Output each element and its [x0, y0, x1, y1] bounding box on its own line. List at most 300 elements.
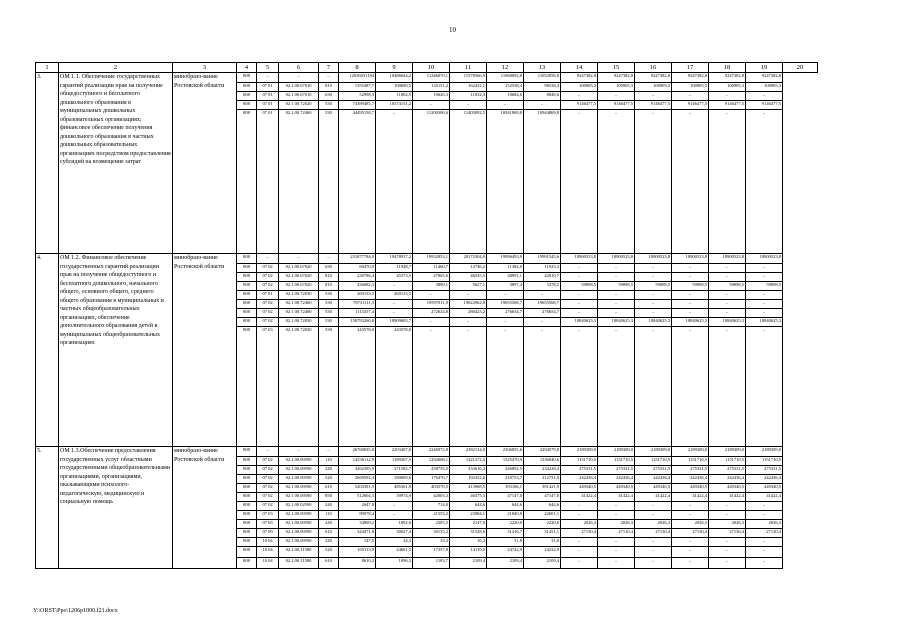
budget-code-cell: 808 [237, 92, 257, 101]
amount-cell: 2189309,0 [746, 447, 783, 457]
amount-cell: 2382134,0 [450, 447, 487, 457]
budget-code-cell: 808 [237, 309, 257, 318]
budget-code-cell: 02.1.00.00590 [279, 520, 319, 529]
amount-cell: 275331,5 [598, 466, 635, 475]
amount-cell: 210753,7 [487, 475, 524, 484]
amount-cell: 714,0 [413, 502, 450, 511]
amount-cell: – [561, 538, 598, 547]
amount-cell: – [487, 101, 524, 110]
budget-code-cell: 530 [319, 327, 339, 447]
amount-cell: 9247382,8 [746, 73, 783, 83]
amount-cell: – [709, 291, 746, 300]
budget-code-cell: 02.1.00.67020 [279, 264, 319, 273]
amount-cell: 1151710,5 [561, 457, 598, 466]
measure-name: ОМ 1.2. Финансовое обеспечение государственных гарантий реализации прав на получение общедоступного и бесплатного дошкольного, начального общего, основного общего, среднего общего образования в муниципальных и частных общеобразовательных организациях, обеспечение дополнительного образования детей в муниципальных общеобразовательных организациях [59, 254, 173, 447]
section-number: 5. [36, 447, 59, 569]
amount-cell: 243578,0 [376, 327, 413, 447]
budget-code-cell: 07 09 [257, 529, 279, 538]
budget-table [35, 62, 818, 569]
amount-cell: 11802,5 [376, 92, 413, 101]
amount-cell: 5203391,5 [339, 484, 376, 493]
budget-code-cell: 808 [237, 318, 257, 327]
amount-cell: – [487, 327, 524, 447]
amount-cell: 2026,3 [746, 520, 783, 529]
amount-cell: – [635, 502, 672, 511]
amount-cell: 78731111,3 [339, 300, 376, 309]
amount-cell: 1151710,5 [709, 457, 746, 466]
amount-cell: 147,5 [339, 538, 376, 547]
table-row [36, 254, 818, 264]
amount-cell: 413968,5 [450, 484, 487, 493]
amount-cell: 11948,7 [376, 264, 413, 273]
amount-cell: 344471,8 [339, 529, 376, 538]
amount-cell: 11382,0 [487, 264, 524, 273]
amount-cell: 41422,4 [598, 493, 635, 502]
amount-cell: 1336040,6 [524, 457, 561, 466]
amount-cell: – [561, 110, 598, 254]
amount-cell: 18840625,3 [709, 318, 746, 327]
amount-cell: – [709, 273, 746, 282]
amount-cell: 1151710,5 [746, 457, 783, 466]
amount-cell: 275331,5 [561, 466, 598, 475]
column-header: 6 [279, 63, 319, 73]
amount-cell: 242436,4 [709, 475, 746, 484]
amount-cell: 19996493,9 [487, 254, 524, 264]
amount-cell: 393186,1 [487, 484, 524, 493]
budget-code-cell: 02.1.00.72020 [279, 101, 319, 110]
amount-cell: – [709, 558, 746, 569]
amount-cell: 11405092,5 [450, 110, 487, 254]
amount-cell: 27130,4 [672, 529, 709, 538]
amount-cell: 100905,3 [746, 83, 783, 92]
column-header: 3 [173, 63, 237, 73]
amount-cell: – [709, 547, 746, 558]
column-header: 7 [319, 63, 339, 73]
amount-cell: 192352,6 [450, 475, 487, 484]
budget-code-cell: – [279, 447, 319, 457]
amount-cell: 1151710,5 [598, 457, 635, 466]
amount-cell: 258755,5 [413, 466, 450, 475]
budget-code-cell: 02.1.00.72460 [279, 110, 319, 254]
budget-code-cell: 07 02 [257, 309, 279, 318]
amount-cell: – [598, 511, 635, 520]
budget-code-cell: – [319, 73, 339, 83]
amount-cell: – [635, 291, 672, 300]
amount-cell: 1292668,1 [413, 457, 450, 466]
budget-code-cell: 530 [319, 300, 339, 309]
budget-code-cell: 07 03 [257, 520, 279, 529]
amount-cell: – [672, 309, 709, 318]
amount-cell: 30135,2 [413, 529, 450, 538]
amount-cell: 46375,3 [450, 493, 487, 502]
amount-cell: 2306855,6 [487, 447, 524, 457]
amount-cell: 41422,4 [746, 493, 783, 502]
amount-cell: 9247382,8 [635, 73, 672, 83]
budget-code-cell: – [257, 447, 279, 457]
amount-cell: 59898,5 [709, 282, 746, 291]
amount-cell: 74389485,7 [339, 101, 376, 110]
budget-code-cell: 02.1.00.67010 [279, 92, 319, 101]
amount-cell: 105113,9 [339, 547, 376, 558]
column-header: 4 [237, 63, 257, 73]
amount-cell: – [635, 558, 672, 569]
amount-cell: 14119,0 [450, 547, 487, 558]
amount-cell: 449340,5 [561, 484, 598, 493]
budget-code-cell: 02.1.00.67020 [279, 282, 319, 291]
budget-code-cell: 110 [319, 511, 339, 520]
budget-code-cell: 808 [237, 273, 257, 282]
amount-cell: 2220,0 [487, 520, 524, 529]
budget-code-cell: 530 [319, 318, 339, 327]
amount-cell: 403570,5 [413, 484, 450, 493]
amount-cell: 31528,6 [450, 529, 487, 538]
amount-cell: 644,6 [487, 502, 524, 511]
amount-cell: – [376, 110, 413, 254]
budget-code-cell: 07 01 [257, 92, 279, 101]
amount-cell: – [635, 92, 672, 101]
budget-code-cell: 07 02 [257, 502, 279, 511]
amount-cell: – [561, 92, 598, 101]
amount-cell: – [376, 309, 413, 318]
budget-code-cell: 07 02 [257, 466, 279, 475]
amount-cell: 231877784,0 [339, 254, 376, 264]
amount-cell: 2026,3 [709, 520, 746, 529]
amount-cell: 2647,8 [339, 502, 376, 511]
amount-cell: 41422,4 [635, 493, 672, 502]
column-header: 16 [635, 63, 672, 73]
budget-code-cell: 610 [319, 558, 339, 569]
amount-cell: 13746,2 [450, 264, 487, 273]
amount-cell: 42010,7 [524, 273, 561, 282]
amount-cell: 2189309,0 [672, 447, 709, 457]
column-header: 5 [257, 63, 279, 73]
budget-code-cell: 02.1.00.00590 [279, 457, 319, 466]
column-header: 1 [36, 63, 59, 73]
amount-cell: 1325470,9 [487, 457, 524, 466]
amount-cell: – [709, 309, 746, 318]
amount-cell: 31416,7 [487, 529, 524, 538]
amount-cell: – [746, 264, 783, 273]
amount-cell: – [635, 511, 672, 520]
amount-cell: 180009,6 [376, 475, 413, 484]
measure-name: ОМ 1.3.Обеспечение предоставления государственных услуг областными государственными общеобразовательными организациями, организациями, оказывающими психолого-педагогическую, медицинскую и социальную помощь [59, 447, 173, 569]
amount-cell: 59898,5 [635, 282, 672, 291]
amount-cell: – [746, 538, 783, 547]
amount-cell: 280423,2 [450, 309, 487, 318]
column-header: 19 [746, 63, 783, 73]
budget-code-cell: 02.1.00.72030 [279, 291, 319, 300]
amount-cell: 59898,5 [598, 282, 635, 291]
amount-cell: 391421,9 [524, 484, 561, 493]
amount-cell: – [376, 282, 413, 291]
budget-code-cell: 808 [237, 493, 257, 502]
amount-cell: 9247382,8 [709, 73, 746, 83]
amount-cell: 275331,5 [746, 466, 783, 475]
amount-cell: 18840625,3 [561, 318, 598, 327]
amount-cell: 449340,5 [746, 484, 783, 493]
budget-code-cell: 610 [319, 484, 339, 493]
amount-cell: 18840625,3 [672, 318, 709, 327]
amount-cell: 275331,5 [672, 466, 709, 475]
budget-code-cell: 07 02 [257, 484, 279, 493]
executor: минобразо-вание Ростовской области [173, 73, 237, 254]
amount-cell: 48991,1 [487, 273, 524, 282]
amount-cell: – [672, 300, 709, 309]
amount-cell: 9146477,5 [561, 101, 598, 110]
amount-cell: 2203407,6 [376, 447, 413, 457]
amount-cell: 2294579,8 [524, 447, 561, 457]
budget-code-cell: 808 [237, 447, 257, 457]
amount-cell: 27130,4 [746, 529, 783, 538]
amount-cell: 19932853,1 [413, 254, 450, 264]
amount-cell: 24742,9 [487, 547, 524, 558]
budget-code-cell: 02.1.00.72030 [279, 318, 319, 327]
amount-cell: 18900523,8 [561, 254, 598, 264]
amount-cell: 27130,4 [635, 529, 672, 538]
amount-cell: – [746, 502, 783, 511]
amount-cell: 8848,6 [524, 92, 561, 101]
budget-code-cell: 808 [237, 538, 257, 547]
amount-cell: – [450, 318, 487, 327]
table-row [36, 447, 818, 457]
amount-cell: 10941869,8 [487, 110, 524, 254]
budget-code-cell: 07 02 [257, 318, 279, 327]
budget-code-cell: 02.1.00.00590 [279, 466, 319, 475]
amount-cell: 242436,4 [598, 475, 635, 484]
amount-cell: 333616,3 [450, 466, 487, 475]
amount-cell: 234228,4 [524, 466, 561, 475]
amount-cell: 10684,6 [487, 92, 524, 101]
amount-cell: 2109,4 [487, 558, 524, 569]
amount-cell: 45373,5 [376, 273, 413, 282]
amount-cell: 243578,0 [339, 327, 376, 447]
amount-cell: 18840625,3 [635, 318, 672, 327]
amount-cell: – [598, 300, 635, 309]
budget-code-cell: 02.1.00.00590 [279, 538, 319, 547]
amount-cell: 16,3 [450, 538, 487, 547]
amount-cell: 2305,5 [413, 520, 450, 529]
amount-cell: – [450, 327, 487, 447]
amount-cell: 485361,0 [376, 484, 413, 493]
amount-cell: 2026,3 [598, 520, 635, 529]
amount-cell: 230786,4 [339, 273, 376, 282]
column-header: 12 [487, 63, 524, 73]
amount-cell: 18900523,8 [598, 254, 635, 264]
amount-cell: – [746, 92, 783, 101]
budget-code-cell: – [279, 73, 319, 83]
amount-cell: 242436,4 [561, 475, 598, 484]
amount-cell: – [635, 300, 672, 309]
executor: минобразо-вание Ростовской области [173, 254, 237, 447]
amount-cell: 1151710,5 [672, 457, 709, 466]
amount-cell: 19655568,7 [487, 300, 524, 309]
executor: минобразо-вание Ростовской области [173, 447, 237, 569]
amount-cell: 47865,6 [413, 273, 450, 282]
amount-cell: 12036031184 [339, 73, 376, 83]
amount-cell: – [672, 264, 709, 273]
amount-cell: – [561, 327, 598, 447]
amount-cell: 2189309,0 [598, 447, 635, 457]
column-header: 20 [783, 63, 818, 73]
amount-cell: – [598, 264, 635, 273]
amount-cell: 18900523,8 [709, 254, 746, 264]
amount-cell: 162432,1 [450, 83, 487, 92]
amount-cell: 19478917,2 [376, 254, 413, 264]
budget-code-cell: 530 [319, 309, 339, 318]
amount-cell: 2246972,8 [413, 447, 450, 457]
measure-name: ОМ 1.1. Обеспечение государственных гарантий реализации прав на получение общедоступного и бесплатного дошкольного образования в муниципальных дошкольных образовательных организациях; финансовое обеспечение получения дошкольного образования в частных дошкольных образовательных организациях посредством предоставления субсидий на возмещение затрат [59, 73, 173, 254]
budget-code-cell: 02.1.00.67020 [279, 273, 319, 282]
budget-code-cell: 07 02 [257, 300, 279, 309]
budget-code-cell: 07 02 [257, 493, 279, 502]
budget-code-cell: 02.1.00.72030 [279, 327, 319, 447]
amount-cell: 11923,3 [524, 264, 561, 273]
amount-cell: 1355487,7 [339, 83, 376, 92]
amount-cell: – [709, 300, 746, 309]
amount-cell: 9247382,8 [598, 73, 635, 83]
amount-cell: 42003,3 [413, 493, 450, 502]
amount-cell: 19597011,9 [413, 300, 450, 309]
amount-cell: 271582,7 [376, 466, 413, 475]
amount-cell: – [635, 327, 672, 447]
amount-cell: – [561, 511, 598, 520]
budget-code-cell: 530 [319, 101, 339, 110]
amount-cell: 1151710,5 [635, 457, 672, 466]
amount-cell: 41422,4 [672, 493, 709, 502]
amount-cell: 276654,7 [487, 309, 524, 318]
amount-cell: – [561, 291, 598, 300]
amount-cell: 33,3 [413, 538, 450, 547]
budget-code-cell: – [257, 73, 279, 83]
amount-cell: 9247382,8 [561, 73, 598, 83]
amount-cell: 47147,0 [487, 493, 524, 502]
column-header: 18 [709, 63, 746, 73]
amount-cell: – [672, 110, 709, 254]
amount-cell: – [561, 547, 598, 558]
amount-cell: – [635, 547, 672, 558]
amount-cell: – [746, 547, 783, 558]
amount-cell: – [672, 547, 709, 558]
budget-code-cell: 808 [237, 502, 257, 511]
amount-cell: 2109,4 [450, 558, 487, 569]
amount-cell: 24661,3 [376, 547, 413, 558]
amount-cell: 436082,3 [339, 282, 376, 291]
budget-code-cell: 02.1.00.00590 [279, 475, 319, 484]
amount-cell: 242436,4 [635, 475, 672, 484]
budget-code-cell: 808 [237, 466, 257, 475]
amount-cell: – [746, 273, 783, 282]
file-path-footer: Y:\ORST\Ppo\1206p1000.f21.docx [33, 608, 118, 614]
amount-cell: – [561, 300, 598, 309]
amount-cell: – [487, 318, 524, 327]
budget-code-cell: – [319, 447, 339, 457]
budget-code-cell: 10 04 [257, 547, 279, 558]
amount-cell: 30027,4 [376, 529, 413, 538]
amount-cell: – [672, 327, 709, 447]
amount-cell: – [709, 92, 746, 101]
amount-cell: 98338,4 [524, 83, 561, 92]
amount-cell: 1183,7 [413, 558, 450, 569]
amount-cell: 2109,4 [524, 558, 561, 569]
amount-cell: 11032,3 [450, 92, 487, 101]
budget-code-cell: 07 01 [257, 291, 279, 300]
amount-cell: 100905,3 [635, 83, 672, 92]
column-header: 2 [59, 63, 173, 73]
budget-code-cell: 808 [237, 558, 257, 569]
amount-cell: 11346070,1 [413, 73, 450, 83]
amount-cell: 10486644,2 [376, 73, 413, 83]
budget-code-cell: 10 04 [257, 538, 279, 547]
amount-cell: – [709, 110, 746, 254]
amount-cell: 59898,5 [672, 282, 709, 291]
amount-cell: 100905,3 [709, 83, 746, 92]
amount-cell: – [746, 300, 783, 309]
column-header: 11 [450, 63, 487, 73]
amount-cell: 449340,5 [672, 484, 709, 493]
budget-code-cell: 02.1.00.72460 [279, 309, 319, 318]
amount-cell: 152538,4 [487, 83, 524, 92]
amount-cell: 9146477,5 [598, 101, 635, 110]
amount-cell: 22601,1 [524, 511, 561, 520]
amount-cell: 269133,3 [376, 291, 413, 300]
amount-cell: – [672, 511, 709, 520]
section-number: 3. [36, 73, 59, 254]
amount-cell: 9146477,5 [672, 101, 709, 110]
budget-code-cell: 808 [237, 547, 257, 558]
amount-cell: – [413, 291, 450, 300]
amount-cell: 26760035,8 [339, 447, 376, 457]
amount-cell: 5627,1 [450, 282, 487, 291]
table-row [36, 73, 818, 83]
budget-code-cell: 530 [319, 291, 339, 300]
amount-cell: 27130,4 [598, 529, 635, 538]
amount-cell: 19655568,7 [524, 300, 561, 309]
budget-code-cell: 808 [237, 511, 257, 520]
amount-cell: – [413, 101, 450, 110]
budget-code-cell: 808 [237, 264, 257, 273]
budget-code-cell: 808 [237, 101, 257, 110]
budget-code-cell: 808 [237, 110, 257, 254]
amount-cell: 11200306,6 [413, 110, 450, 254]
amount-cell: – [746, 110, 783, 254]
amount-cell: – [598, 92, 635, 101]
budget-code-cell: 808 [237, 300, 257, 309]
budget-code-cell: 110 [319, 457, 339, 466]
amount-cell: 276654,7 [524, 309, 561, 318]
amount-cell: 18900523,8 [746, 254, 783, 264]
amount-cell: – [672, 291, 709, 300]
budget-code-cell: 320 [319, 547, 339, 558]
budget-code-cell: – [279, 254, 319, 264]
budget-code-cell: 07 03 [257, 327, 279, 447]
page-number: 10 [449, 26, 456, 34]
amount-cell: 242436,4 [746, 475, 783, 484]
amount-cell: 3262395,9 [339, 466, 376, 475]
header-row [36, 63, 818, 73]
amount-cell: 9247382,8 [672, 73, 709, 83]
budget-code-cell: 530 [319, 110, 339, 254]
budget-code-cell: 02.1.00.00590 [279, 493, 319, 502]
amount-cell: – [598, 502, 635, 511]
amount-cell: – [672, 92, 709, 101]
budget-code-cell: 810 [319, 282, 339, 291]
amount-cell: – [709, 264, 746, 273]
amount-cell: – [450, 101, 487, 110]
amount-cell: 100905,3 [672, 83, 709, 92]
column-header: 8 [339, 63, 376, 73]
amount-cell: 2189309,0 [561, 447, 598, 457]
amount-cell: 27130,4 [561, 529, 598, 538]
